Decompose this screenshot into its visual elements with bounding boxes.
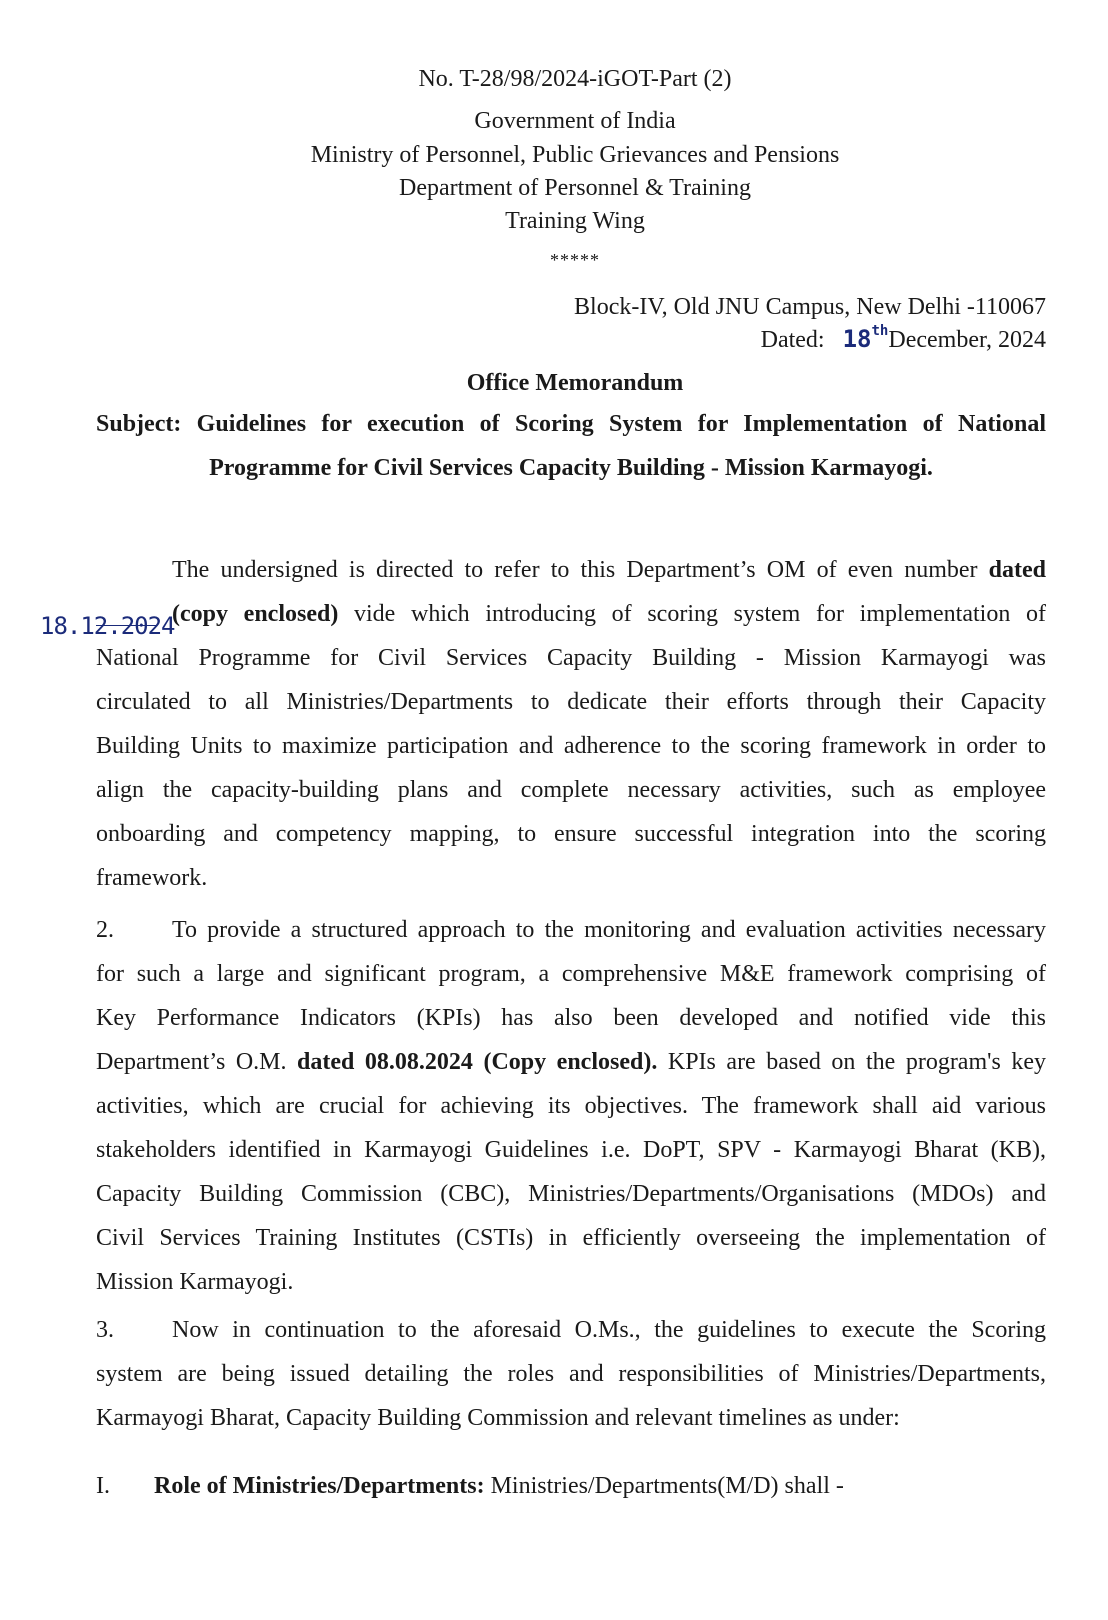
wing-line: Training Wing [505, 208, 645, 234]
para1-line-3: National Programme for Civil Services Capacity Building - Mission Karmayogi was [96, 645, 1046, 671]
paragraph-2 [96, 908, 1046, 1304]
handwritten-day-suffix: th [871, 323, 889, 339]
para1-line-7: onboarding and competency mapping, to ensure successful integration into the scoring [96, 821, 1046, 847]
para1-line-4: circulated to all Ministries/Departments to dedicate their efforts through their Capacity [96, 689, 1046, 715]
para2-line-4-text: Department’s O.M. [96, 1049, 298, 1075]
para1-line-2 [172, 592, 1046, 636]
handwritten-underline [96, 625, 156, 626]
para3-line-1-text: Now in continuation to the aforesaid O.Ms., the guidelines to execute the Scoring [172, 1317, 1046, 1343]
para3-number: 3. [96, 1317, 114, 1343]
para2-line-4 [96, 1040, 1046, 1084]
paragraph-3 [96, 1308, 1046, 1440]
dated-label: Dated: [760, 327, 825, 353]
para3-line-2: system are being issued detailing the roles and responsibilities of Ministries/Departments, [96, 1361, 1046, 1387]
para2-line-6: stakeholders identified in Karmayogi Guidelines i.e. DoPT, SPV - Karmayogi Bharat (KB), [96, 1137, 1046, 1163]
address-line: Block-IV, Old JNU Campus, New Delhi -110067 [574, 294, 1046, 320]
section-1 [96, 1464, 1046, 1508]
handwritten-date: 18.12.2024 [40, 612, 175, 640]
section-1-number: I. [96, 1473, 110, 1499]
ministry-line: Ministry of Personnel, Public Grievances and Pensions [310, 142, 840, 168]
section-1-heading: Role of Ministries/Departments: [154, 1473, 485, 1499]
para1-line-2-bold: (copy enclosed) [172, 601, 339, 627]
para3-line-1 [96, 1308, 1046, 1352]
para2-line-4-bold: dated 08.08.2024 (Copy enclosed). [297, 1049, 658, 1075]
para2-number: 2. [96, 917, 114, 943]
para3-last-line: Karmayogi Bharat, Capacity Building Commission and relevant timelines as under: [96, 1405, 900, 1431]
separator-stars: ***** [550, 250, 600, 270]
para2-last-line: Mission Karmayogi. [96, 1269, 294, 1295]
subject-line-2: Programme for Civil Services Capacity Building - Mission Karmayogi. [209, 455, 933, 481]
para1-line-1 [96, 548, 1046, 592]
para1-line-2-text: vide which introducing of scoring system for implementation of [338, 601, 1046, 627]
para2-line-8: Civil Services Training Institutes (CSTIs) in efficiently overseeing the implementation of [96, 1225, 1046, 1251]
section-1-line [96, 1464, 1046, 1508]
government-line: Government of India [474, 108, 676, 134]
para2-line-7: Capacity Building Commission (CBC), Ministries/Departments/Organisations (MDOs) and [96, 1181, 1046, 1207]
memo-title: Office Memorandum [466, 370, 684, 396]
dated-line [761, 324, 1046, 358]
para1-line-5: Building Units to maximize participation and adherence to the scoring framework in order to [96, 733, 1046, 759]
handwritten-day: 18 [842, 325, 872, 353]
para2-line-1 [96, 908, 1046, 952]
para1-last-line: framework. [96, 865, 208, 891]
para1-line-1-bold: dated [988, 557, 1046, 583]
para2-line-2: for such a large and significant program, a comprehensive M&E framework comprising of [96, 961, 1046, 987]
department-line: Department of Personnel & Training [399, 175, 751, 201]
file-number: No. T-28/98/2024-iGOT-Part (2) [418, 66, 732, 92]
section-1-text: Ministries/Departments(M/D) shall - [484, 1473, 844, 1499]
subject-block [96, 402, 1046, 490]
para2-line-1-text: To provide a structured approach to the monitoring and evaluation activities necessary [172, 917, 1046, 943]
subject-line-1: Subject: Guidelines for execution of Scoring System for Implementation of National [96, 411, 1046, 437]
para1-line-6: align the capacity-building plans and complete necessary activities, such as employee [96, 777, 1046, 803]
dated-rest: December, 2024 [888, 327, 1046, 353]
para1-line-1-text: The undersigned is directed to refer to this Department’s OM of even number [172, 557, 989, 583]
para2-line-5: activities, which are crucial for achieving its objectives. The framework shall aid various [96, 1093, 1046, 1119]
para2-line-3: Key Performance Indicators (KPIs) has also been developed and notified vide this [96, 1005, 1046, 1031]
para2-line-4-rest: KPIs are based on the program's key [657, 1049, 1046, 1075]
paragraph-1 [96, 548, 1046, 900]
